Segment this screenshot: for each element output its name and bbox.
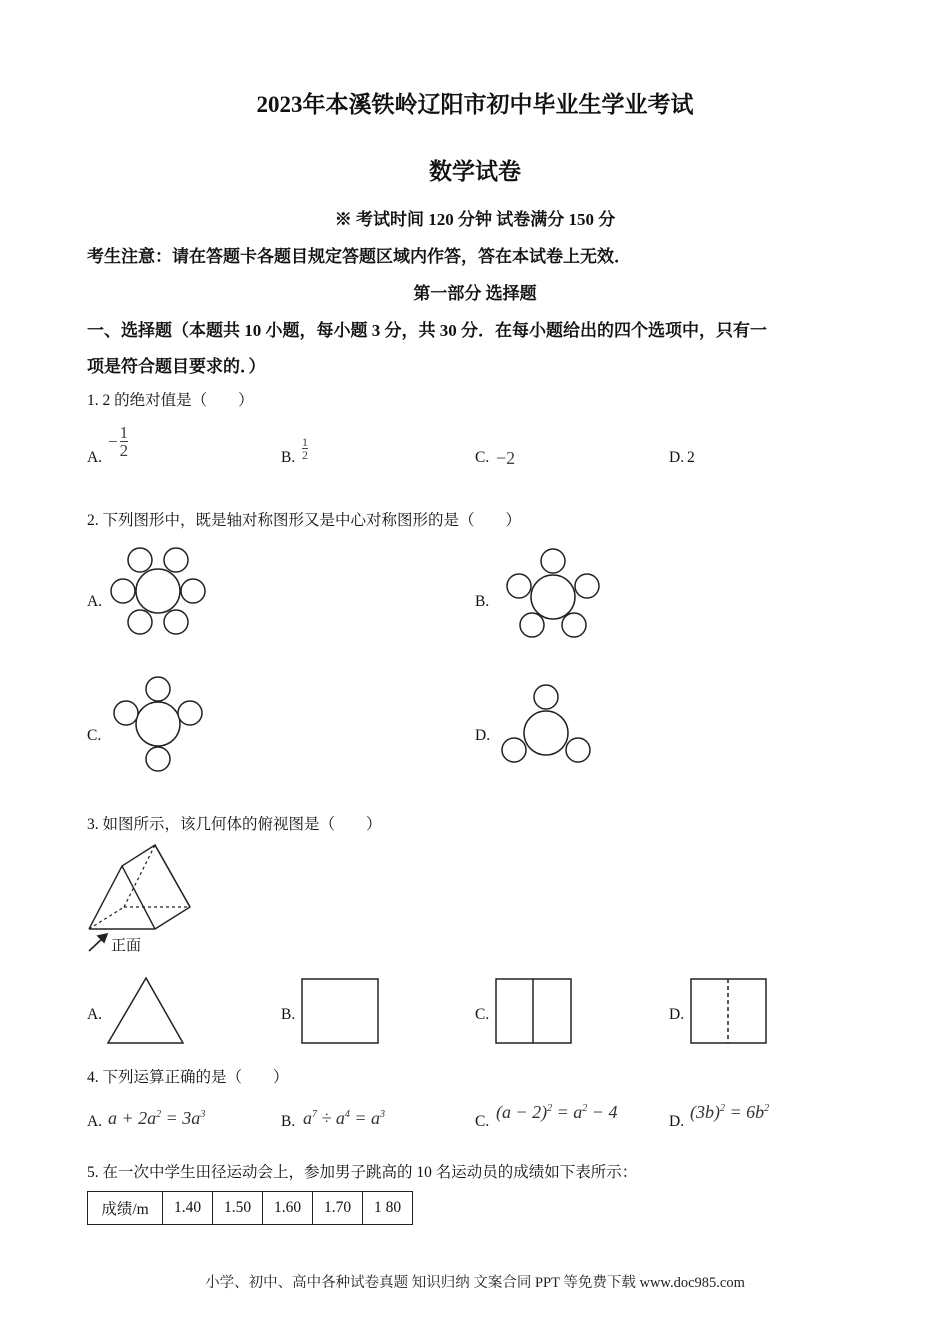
q1-option-c-value: −2	[496, 448, 516, 468]
q2-option-c-label: C.	[87, 727, 102, 744]
q2-option-a-label: A.	[87, 593, 103, 610]
q4-option-a-label: A.	[87, 1113, 103, 1130]
q4-c-part: (a − 2)	[496, 1102, 548, 1122]
q4-d-exp: 2	[764, 1103, 770, 1114]
q4-a-exp: 2	[156, 1109, 162, 1120]
q4-b-part: ÷ a	[317, 1108, 345, 1128]
q4-d-part: (3b)	[690, 1102, 720, 1122]
q4-a-part: = 3a	[161, 1108, 201, 1128]
q4-b-part: = a	[349, 1108, 381, 1128]
question-3-stem: 3. 如图所示，该几何体的俯视图是（ ）	[87, 816, 382, 833]
q3-front-label: 正面	[111, 936, 142, 954]
q3-option-c-label: C.	[475, 1006, 490, 1023]
question-4-stem: 4. 下列运算正确的是（ ）	[87, 1069, 289, 1086]
q2-option-b-label: B.	[475, 593, 490, 610]
table-header-cell: 成绩/m	[88, 1192, 163, 1225]
q4-option-b-label: B.	[281, 1113, 296, 1130]
part-heading: 第一部分 选择题	[413, 284, 537, 303]
exam-info: ※ 考试时间 120 分钟 试卷满分 150 分	[334, 210, 616, 229]
table-row	[88, 1192, 413, 1225]
q3-option-d-dashed-rectangle	[691, 979, 766, 1043]
q3-prism	[89, 845, 190, 929]
q4-b-part: a	[303, 1108, 312, 1128]
q4-c-exp: 2	[547, 1103, 553, 1114]
q1-b-numerator: 1	[302, 435, 308, 449]
q4-option-a-expression	[108, 1108, 205, 1129]
table-cell: 1.60	[263, 1192, 313, 1225]
q4-c-part: − 4	[587, 1102, 618, 1122]
question-2-stem: 2. 下列图形中，既是轴对称图形又是中心对称图形的是（ ）	[87, 512, 522, 529]
q3-option-b-rectangle	[302, 979, 378, 1043]
q1-option-c-label: C.	[475, 449, 490, 466]
q4-option-d-expression	[690, 1102, 769, 1123]
q3-front-arrow-icon	[89, 934, 107, 951]
q4-d-part: = 6b	[725, 1102, 765, 1122]
question-1-stem: 1. 2 的绝对值是（ ）	[87, 392, 254, 409]
table-cell: 1.50	[213, 1192, 263, 1225]
q4-option-d-label: D.	[669, 1113, 685, 1130]
q4-b-exp: 3	[380, 1109, 386, 1120]
table-cell: 1 80	[363, 1192, 413, 1225]
q1-a-sign: −	[108, 431, 118, 451]
q5-score-table	[87, 1191, 413, 1225]
q4-a-exp: 3	[200, 1109, 206, 1120]
q1-b-denominator: 2	[302, 448, 308, 462]
q1-option-d-value: 2	[687, 449, 695, 466]
q1-a-numerator: 1	[119, 423, 129, 442]
q1-option-a-label: A.	[87, 449, 103, 466]
q4-a-part: a + 2a	[108, 1108, 157, 1128]
question-5-stem: 5. 在一次中学生田径运动会上，参加男子跳高的 10 名运动员的成绩如下表所示：	[87, 1164, 638, 1181]
table-cell: 1.70	[313, 1192, 363, 1225]
q4-c-part: = a	[552, 1102, 583, 1122]
q3-option-a-label: A.	[87, 1006, 103, 1023]
q4-c-exp: 2	[582, 1103, 588, 1114]
q3-option-a-triangle	[108, 978, 183, 1043]
q3-option-c-split-rectangle	[496, 979, 571, 1043]
q1-option-d-label: D.	[669, 449, 685, 466]
q4-option-b-expression	[303, 1108, 385, 1129]
section-heading-line2: 项是符合题目要求的．）	[87, 357, 266, 376]
q3-prism-edge	[122, 866, 155, 929]
q4-option-c-label: C.	[475, 1113, 490, 1130]
section-heading-line1: 一、选择题（本题共 10 小题，每小题 3 分，共 30 分．在每小题给出的四个选项中，只有一	[87, 321, 767, 340]
q4-b-exp: 4	[344, 1109, 350, 1120]
q1-a-denominator: 2	[119, 441, 129, 460]
q3-option-b-label: B.	[281, 1006, 296, 1023]
exam-notice: 考生注意：请在答题卡各题目规定答题区域内作答，答在本试卷上无效．	[87, 247, 631, 266]
exam-title: 2023年本溪铁岭辽阳市初中毕业生学业考试	[256, 92, 694, 117]
page-footer: 小学、初中、高中各种试卷真题 知识归纳 文案合同 PPT 等免费下载 www.doc985.com	[205, 1275, 745, 1291]
q1-option-b-label: B.	[281, 449, 296, 466]
table-cell: 1.40	[163, 1192, 213, 1225]
q3-option-d-label: D.	[669, 1006, 685, 1023]
q2-option-d-label: D.	[475, 727, 491, 744]
q4-b-exp: 7	[312, 1109, 317, 1120]
q4-option-c-expression	[496, 1102, 617, 1123]
q4-d-exp: 2	[720, 1103, 725, 1114]
exam-subtitle: 数学试卷	[429, 159, 521, 184]
q3-prism-outline	[89, 845, 190, 929]
